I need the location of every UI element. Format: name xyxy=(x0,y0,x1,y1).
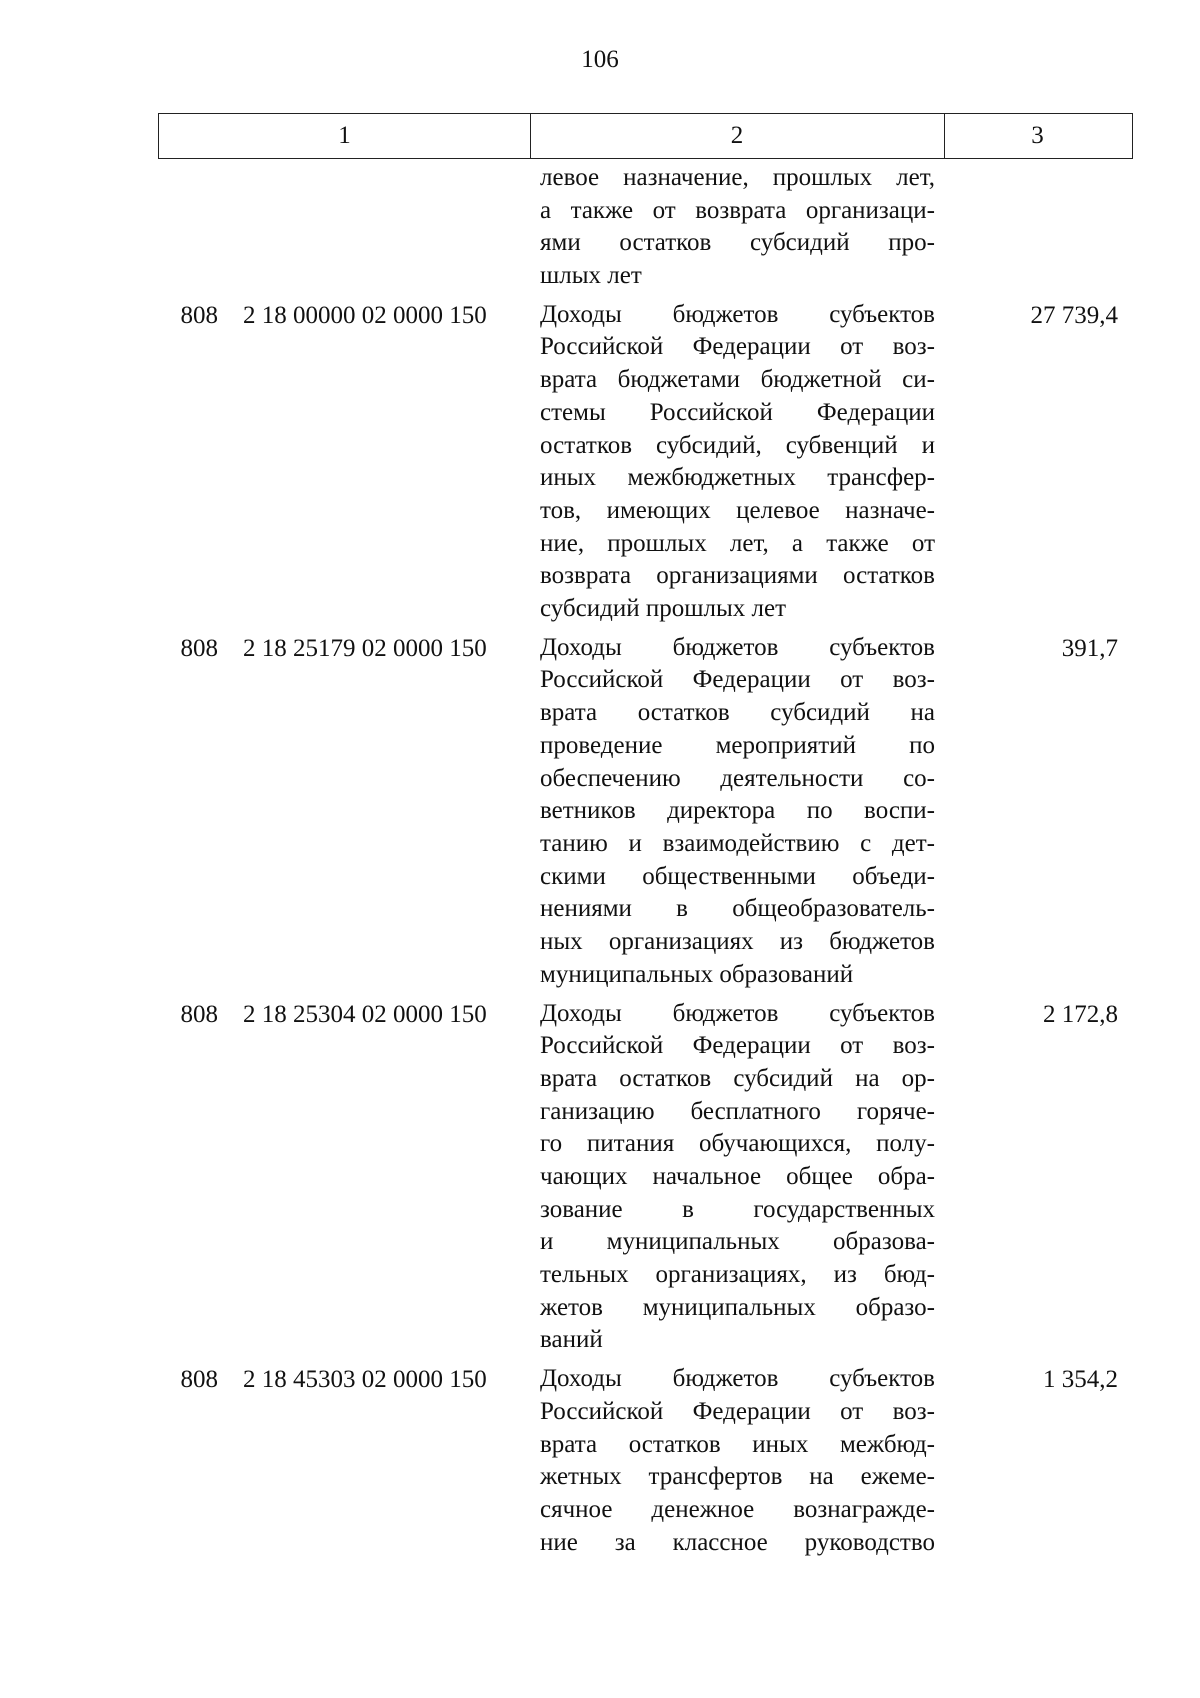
description-line: ями остатков субсидий про- xyxy=(540,229,935,257)
description-line: левое назначение, прошлых лет, xyxy=(540,164,935,191)
description-line: врата бюджетами бюджетной си- xyxy=(540,366,935,394)
description-line: Доходы бюджетов субъектов xyxy=(540,999,935,1027)
description-line: чающих начальное общее обра- xyxy=(540,1162,935,1190)
description-line: жетов муниципальных образо- xyxy=(540,1293,935,1321)
income-description xyxy=(540,162,935,293)
description-line: проведение мероприятий по xyxy=(540,731,935,759)
description-line: Доходы бюджетов субъектов xyxy=(540,1365,935,1393)
income-description xyxy=(540,998,935,1358)
description-line: ваний xyxy=(540,1326,603,1354)
description-line: и муниципальных образова- xyxy=(540,1228,935,1256)
budget-classification-code: 2 18 25179 02 0000 150 xyxy=(243,634,487,662)
header-col-1: 1 xyxy=(159,114,531,158)
description-line: Доходы бюджетов субъектов xyxy=(540,633,935,661)
budget-classification-code: 2 18 45303 02 0000 150 xyxy=(243,1366,487,1394)
description-line: ганизацию бесплатного горяче- xyxy=(540,1097,935,1125)
description-line: ние, прошлых лет, а также от xyxy=(540,529,935,557)
description-line: тов, имеющих целевое назначе- xyxy=(540,496,935,524)
description-line: врата остатков субсидий на ор- xyxy=(540,1064,935,1092)
description-line: стемы Российской Федерации xyxy=(540,398,935,426)
description-line: иных межбюджетных трансфер- xyxy=(540,464,935,492)
description-line: субсидий прошлых лет xyxy=(540,594,787,622)
header-col-3: 3 xyxy=(1031,122,1044,149)
description-line: скими общественными объеди- xyxy=(540,862,935,890)
admin-code: 808 xyxy=(180,301,218,329)
description-line: ных организациях из бюджетов xyxy=(540,927,935,955)
description-line: жетных трансфертов на ежеме- xyxy=(540,1463,935,1491)
description-line: шлых лет xyxy=(540,262,642,290)
amount-value: 391,7 xyxy=(1061,634,1118,662)
amount-value: 27 739,4 xyxy=(1030,301,1118,329)
description-line: а также от возврата организаци- xyxy=(540,196,935,224)
description-line: муниципальных образований xyxy=(540,960,854,988)
description-line: остатков субсидий, субвенций и xyxy=(540,431,935,459)
header-col-2: 2 xyxy=(530,114,945,158)
description-line: Российской Федерации от воз- xyxy=(540,333,935,361)
description-line: ветников директора по воспи- xyxy=(540,797,935,825)
description-line: тельных организациях, из бюд- xyxy=(540,1261,935,1288)
description-line: го питания обучающихся, полу- xyxy=(540,1130,935,1158)
description-line: нениями в общеобразователь- xyxy=(540,895,935,923)
description-line: Российской Федерации от воз- xyxy=(540,666,935,694)
admin-code: 808 xyxy=(180,1000,218,1028)
description-line: ние за классное руководство xyxy=(540,1528,935,1556)
description-line: Российской Федерации от воз- xyxy=(540,1397,935,1425)
income-description xyxy=(540,299,935,626)
budget-classification-code: 2 18 25304 02 0000 150 xyxy=(243,1000,487,1028)
page-number: 106 xyxy=(581,46,619,73)
income-description xyxy=(540,632,935,992)
income-description xyxy=(540,1363,935,1559)
amount-value: 2 172,8 xyxy=(1043,1000,1118,1028)
description-line: врата остатков иных межбюд- xyxy=(540,1430,935,1458)
description-line: сячное денежное вознагражде- xyxy=(540,1495,935,1523)
description-line: врата остатков субсидий на xyxy=(540,699,935,727)
table-header xyxy=(158,113,1133,159)
admin-code: 808 xyxy=(180,634,218,662)
description-line: зование в государственных xyxy=(540,1195,935,1223)
amount-value: 1 354,2 xyxy=(1043,1366,1118,1394)
description-line: возврата организациями остатков xyxy=(540,562,935,590)
admin-code: 808 xyxy=(180,1366,218,1394)
budget-classification-code: 2 18 00000 02 0000 150 xyxy=(243,301,487,329)
description-line: Доходы бюджетов субъектов xyxy=(540,300,935,328)
description-line: обеспечению деятельности со- xyxy=(540,764,935,792)
description-line: Российской Федерации от воз- xyxy=(540,1032,935,1060)
description-line: танию и взаимодействию с дет- xyxy=(540,829,935,857)
